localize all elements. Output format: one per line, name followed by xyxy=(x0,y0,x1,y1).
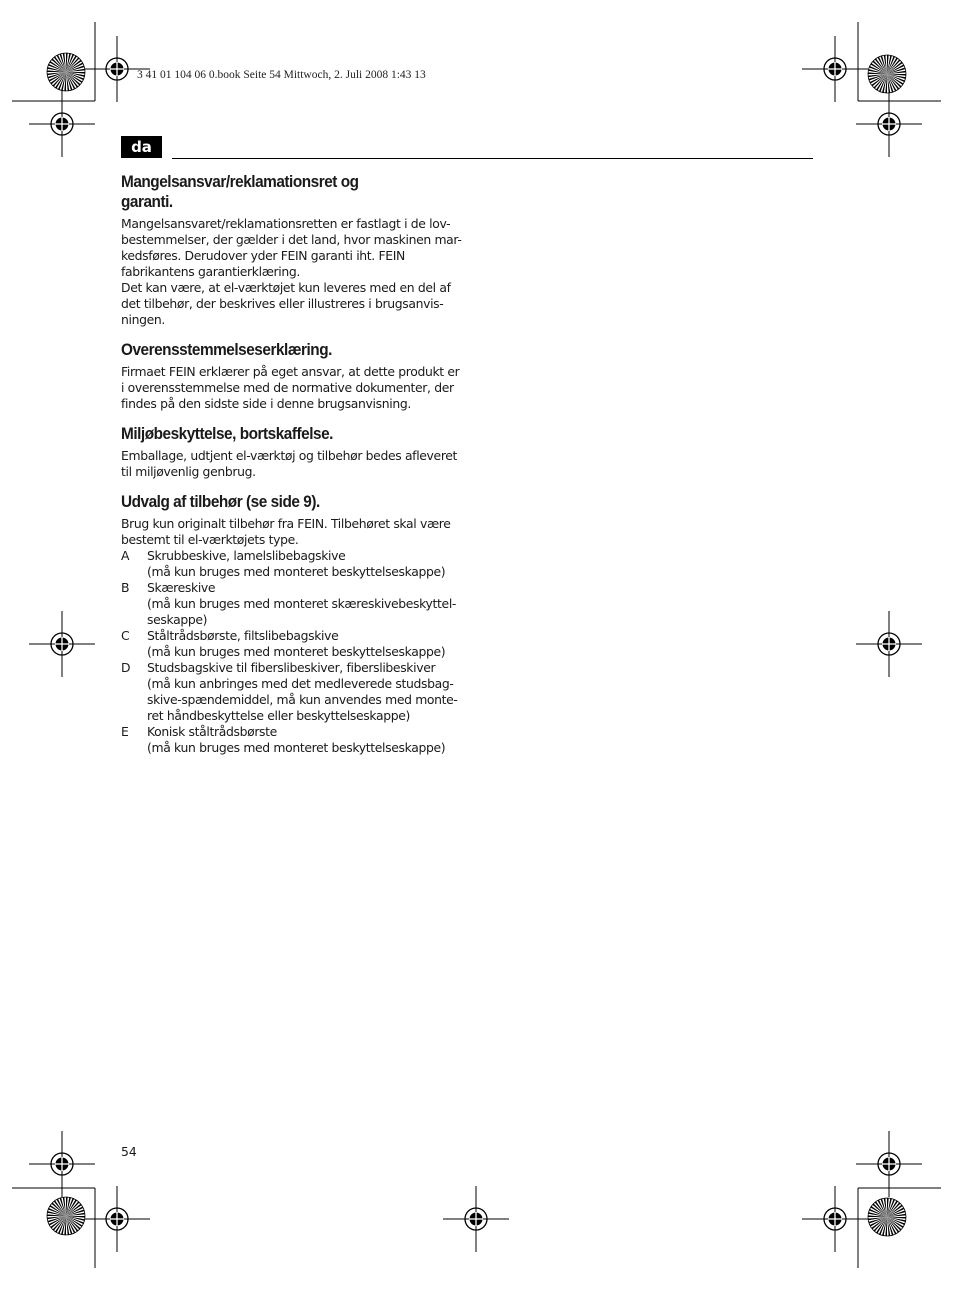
accessory-description xyxy=(147,660,466,724)
environment-heading: Miljøbeskyttelse, bortskaffelse. xyxy=(121,425,333,443)
text-line: ningen. xyxy=(121,312,165,327)
text-line: Studsbagskive til fiberslibeskiver, fiberslibeskiver xyxy=(147,660,436,675)
conformity-paragraph xyxy=(121,364,466,412)
conformity-section xyxy=(121,340,466,412)
accessory-item xyxy=(121,660,466,724)
star-target-icon xyxy=(868,1198,906,1236)
language-tab: da xyxy=(121,136,162,158)
warranty-heading xyxy=(121,172,442,212)
accessory-description xyxy=(147,628,466,660)
page-number: 54 xyxy=(121,1144,137,1159)
text-line: Skæreskive xyxy=(147,580,216,595)
text-line: (må kun bruges med monteret beskyttelseskappe) xyxy=(147,564,446,579)
text-line: bestemt til el-værktøjets type. xyxy=(121,532,299,547)
registration-crosshair-icon xyxy=(84,1186,150,1252)
accessory-description xyxy=(147,548,466,580)
text-line: Brug kun originalt tilbehør fra FEIN. Tilbehøret skal være xyxy=(121,516,451,531)
text-line: til miljøvenlig genbrug. xyxy=(121,464,256,479)
text-line: Skrubbeskive, lamelslibebagskive xyxy=(147,548,346,563)
star-target-icon xyxy=(47,53,85,91)
text-line: (må kun anbringes med det medleverede studsbag- xyxy=(147,676,454,691)
warranty-paragraph xyxy=(121,216,466,280)
text-line: Det kan være, at el-værktøjet kun leveres med en del af xyxy=(121,280,451,295)
header-rule xyxy=(172,158,813,159)
accessories-section xyxy=(121,492,466,756)
warranty-section xyxy=(121,172,466,328)
text-line: ret håndbeskyttelse eller beskyttelseskappe) xyxy=(147,708,411,723)
text-line: bestemmelser, der gælder i det land, hvor maskinen mar- xyxy=(121,232,462,247)
registration-crosshair-icon xyxy=(29,1131,95,1197)
accessory-key: E xyxy=(121,724,129,739)
environment-section xyxy=(121,424,466,480)
star-target-icon xyxy=(47,1197,85,1235)
text-line: Ståltrådsbørste, filtslibebagskive xyxy=(147,628,339,643)
accessory-key: A xyxy=(121,548,130,563)
accessory-item xyxy=(121,628,466,660)
star-target-icon xyxy=(868,55,906,93)
accessories-heading: Udvalg af tilbehør (se side 9). xyxy=(121,493,320,511)
accessories-paragraph xyxy=(121,516,466,548)
environment-paragraph xyxy=(121,448,466,480)
text-line: (må kun bruges med monteret beskyttelseskappe) xyxy=(147,740,446,755)
accessory-item xyxy=(121,548,466,580)
file-header-note: 3 41 01 104 06 0.book Seite 54 Mittwoch, 2. Juli 2008 1:43 13 xyxy=(137,69,426,81)
text-line: fabrikantens garantierklæring. xyxy=(121,264,300,279)
warranty-paragraph xyxy=(121,280,466,328)
accessory-list xyxy=(121,548,466,756)
text-line: seskappe) xyxy=(147,612,208,627)
registration-crosshair-icon xyxy=(856,1131,922,1197)
conformity-heading: Overensstemmelseserklæring. xyxy=(121,341,332,359)
text-line: Mangelsansvaret/reklamationsretten er fastlagt i de lov- xyxy=(121,216,451,231)
accessory-description xyxy=(147,724,466,756)
text-line: Firmaet FEIN erklærer på eget ansvar, at dette produkt er xyxy=(121,364,460,379)
registration-crosshair-icon xyxy=(856,611,922,677)
text-line: (må kun bruges med monteret skæreskivebeskyttel- xyxy=(147,596,457,611)
accessory-item xyxy=(121,580,466,628)
text-column xyxy=(121,172,466,756)
warranty-heading-line: Mangelsansvar/reklamationsret og xyxy=(121,173,359,191)
text-line: det tilbehør, der beskrives eller illustreres i brugsanvis- xyxy=(121,296,444,311)
text-line: skive-spændemiddel, må kun anvendes med monte- xyxy=(147,692,458,707)
accessory-description xyxy=(147,580,466,628)
text-line: (må kun bruges med monteret beskyttelseskappe) xyxy=(147,644,446,659)
text-line: Konisk ståltrådsbørste xyxy=(147,724,277,739)
text-line: findes på den sidste side i denne brugsanvisning. xyxy=(121,396,411,411)
text-line: i overensstemmelse med de normative dokumenter, der xyxy=(121,380,454,395)
text-line: kedsføres. Derudover yder FEIN garanti iht. FEIN xyxy=(121,248,405,263)
accessory-key: D xyxy=(121,660,131,675)
warranty-heading-line: garanti. xyxy=(121,193,173,211)
accessory-key: C xyxy=(121,628,130,643)
registration-crosshair-icon xyxy=(29,611,95,677)
accessory-item xyxy=(121,724,466,756)
accessory-key: B xyxy=(121,580,130,595)
text-line: Emballage, udtjent el-værktøj og tilbehør bedes afleveret xyxy=(121,448,458,463)
registration-crosshair-icon xyxy=(443,1186,509,1252)
